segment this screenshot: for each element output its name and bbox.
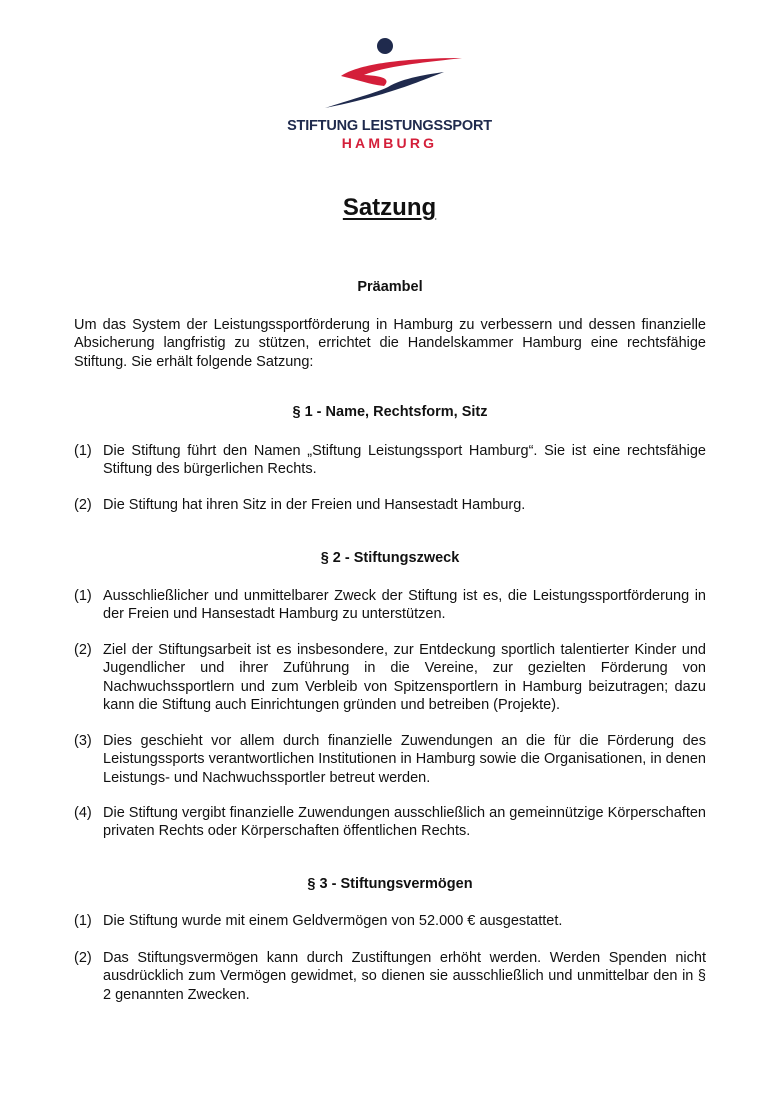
section-1-heading: § 1 - Name, Rechtsform, Sitz: [292, 404, 488, 420]
item-number: (2): [74, 642, 92, 658]
preamble-heading: Präambel: [357, 279, 423, 295]
item-number: (1): [74, 913, 92, 929]
item-text: Die Stiftung wurde mit einem Geldvermögen von 52.000 € ausgestattet.: [103, 913, 563, 929]
item-number: (2): [74, 950, 92, 966]
document-title: Satzung: [342, 194, 437, 221]
item-text: Dies geschieht vor allem durch finanzielle Zuwendungen an die für die Förderung des Leistungssports verantwortlichen Institutionen in Hamburg sowie die Organisationen, in denen Leistungs- und Nachwuchssportler betreut werden.: [103, 733, 706, 786]
athlete-swoosh-icon: [290, 36, 490, 112]
preamble-text: Um das System der Leistungssportförderung in Hamburg zu verbessern und dessen finanzielle Absicherung langfristig zu stützen, errichtet die Handelskammer Hamburg eine rechtsfähige Stiftung. Sie erhält folgende Satzung:: [74, 317, 706, 370]
item-number: (1): [74, 443, 92, 459]
item-number: (1): [74, 588, 92, 604]
item-number: (3): [74, 733, 92, 749]
section-2-heading: § 2 - Stiftungszweck: [320, 550, 460, 566]
logo-text-line2: HAMBURG: [341, 135, 438, 151]
item-text: Die Stiftung hat ihren Sitz in der Freien und Hansestadt Hamburg.: [103, 497, 526, 513]
item-number: (4): [74, 805, 92, 821]
item-text: Ausschließlicher und unmittelbarer Zweck der Stiftung ist es, die Leistungssportförderung in der Freien und Hansestadt Hamburg zu unterstützen.: [103, 588, 706, 623]
item-text: Das Stiftungsvermögen kann durch Zustiftungen erhöht werden. Werden Spenden nicht ausdrücklich zum Vermögen gewidmet, so dienen sie ausschließlich und unmittelbar den in § 2 genannten Zwecken.: [103, 950, 706, 1003]
logo-text-line1: STIFTUNG LEISTUNGSSPORT: [287, 118, 492, 134]
section-3-heading: § 3 - Stiftungsvermögen: [307, 876, 473, 892]
item-text: Die Stiftung führt den Namen „Stiftung Leistungssport Hamburg“. Sie ist eine rechtsfähige Stiftung des bürgerlichen Rechts.: [103, 443, 706, 478]
item-number: (2): [74, 497, 92, 513]
foundation-logo: [0, 36, 779, 151]
item-text: Ziel der Stiftungsarbeit ist es insbesondere, zur Entdeckung sportlich talentierter Kinder und Jugendlicher und ihrer Zuführung in die Vereine, zur gezielten Förderung von Nachwuchssportlern und zum Verbleib von Spitzensportlern in Hamburg beizutragen; dazu kann die Stiftung auch Einrichtungen gründen und betreiben (Projekte).: [103, 642, 706, 713]
item-text: Die Stiftung vergibt finanzielle Zuwendungen ausschließlich an gemeinnützige Körperschaften privaten Rechts oder Körperschaften öffentlichen Rechts.: [103, 805, 706, 840]
